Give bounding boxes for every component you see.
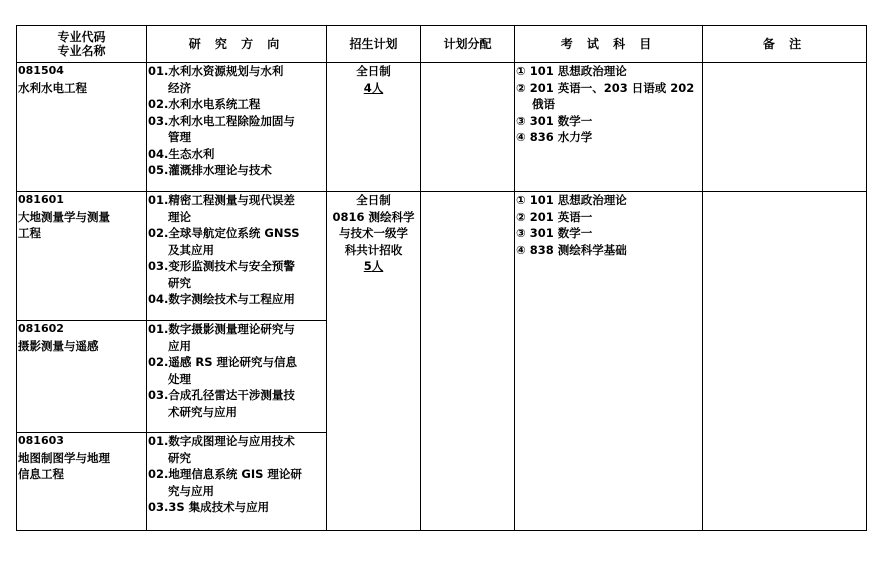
plan-mode: 全日制 <box>356 193 391 207</box>
direction-item: 03.合成孔径雷达干涉测量技 <box>148 388 295 402</box>
major-name: 地图制图学与地理 <box>18 450 110 465</box>
note-cell <box>703 63 867 192</box>
exam-item: ② 201 英语一 <box>516 209 593 224</box>
direction-item: 01.水利水资源规划与水利 <box>148 64 284 78</box>
table-row <box>17 63 867 192</box>
plan-cell <box>327 63 421 192</box>
note-cell <box>703 192 867 531</box>
admissions-table <box>16 25 867 531</box>
plan-count-line: 4人 <box>363 80 384 95</box>
exam-cell <box>515 63 703 192</box>
exam-cell <box>515 192 703 531</box>
header-major: 专业代码 专业名称 <box>17 26 147 63</box>
plan-count: 5 <box>363 259 372 273</box>
major-name: 大地测量学与测量 <box>18 209 110 224</box>
header-plan: 招生计划 <box>327 26 421 63</box>
major-cell <box>17 192 147 321</box>
direction-item: 02.全球导航定位系统 GNSS <box>148 226 300 240</box>
exam-item: ③ 301 数学一 <box>516 113 593 128</box>
direction-item: 02.地理信息系统 GIS 理论研 <box>148 467 302 481</box>
direction-cell: 01.数字摄影测量理论研究与 应用 02.遥感 RS 理论研究与信息 处理 03.合成孔径雷达干涉测量技 术研究与应用 <box>147 321 327 433</box>
direction-item: 05.灌溉排水理论与技术 <box>148 163 272 177</box>
exam-item: ① 101 思想政治理论 <box>516 64 627 78</box>
exam-item: 俄语 <box>532 97 555 111</box>
exam-item: ④ 836 水力学 <box>516 130 593 144</box>
major-name: 工程 <box>18 226 41 240</box>
major-name: 摄影测量与遥感 <box>18 338 99 353</box>
direction-item: 02.水利水电系统工程 <box>148 97 261 111</box>
direction-cell: 01.水利水资源规划与水利 经济 02.水利水电系统工程 03.水利水电工程除险加固与 管理 04.生态水利 05.灌溉排水理论与技术 <box>147 63 327 192</box>
direction-item: 01.数字摄影测量理论研究与 <box>148 322 295 336</box>
direction-item: 04.生态水利 <box>148 146 215 161</box>
major-name: 水利水电工程 <box>18 80 87 95</box>
direction-item: 01.数字成图理论与应用技术 <box>148 434 295 448</box>
major-cell <box>17 433 147 531</box>
major-code: 081603 <box>18 434 64 447</box>
major-code: 081602 <box>18 322 64 335</box>
direction-item: 03.3S 集成技术与应用 <box>148 500 270 514</box>
exam-item: ② 201 英语一、203 日语或 202 <box>516 80 695 95</box>
table-header-row <box>17 26 867 63</box>
direction-cell: 01.数字成图理论与应用技术 研究 02.地理信息系统 GIS 理论研 究与应用 03.3S 集成技术与应用 <box>147 433 327 531</box>
direction-item: 04.数字测绘技术与工程应用 <box>148 292 295 306</box>
major-name: 信息工程 <box>18 467 64 481</box>
direction-item: 02.遥感 RS 理论研究与信息 <box>148 355 298 369</box>
allocation-cell <box>421 192 515 531</box>
direction-item: 03.变形监测技术与安全预警 <box>148 259 295 273</box>
header-allocation: 计划分配 <box>421 26 515 63</box>
header-direction: 研 究 方 向 <box>147 26 327 63</box>
shared-plan-cell: 全日制 0816 测绘科学 与技术一级学 科共计招收 5人 <box>327 192 421 531</box>
table-row <box>17 192 867 321</box>
exam-item: ③ 301 数学一 <box>516 226 593 240</box>
direction-item: 01.精密工程测量与现代误差 <box>148 193 295 207</box>
major-code: 081504 <box>18 64 64 77</box>
allocation-cell <box>421 63 515 192</box>
major-cell <box>17 63 147 192</box>
exam-item: ④ 838 测绘科学基础 <box>516 242 627 257</box>
header-exam: 考 试 科 目 <box>515 26 703 63</box>
exam-item: ① 101 思想政治理论 <box>516 193 627 207</box>
major-cell <box>17 321 147 433</box>
header-note: 备 注 <box>703 26 867 63</box>
plan-mode: 全日制 <box>356 64 391 78</box>
plan-count-line: 5人 <box>363 259 384 273</box>
major-code: 081601 <box>18 193 64 206</box>
direction-item: 03.水利水电工程除险加固与 <box>148 113 295 128</box>
direction-cell: 01.精密工程测量与现代误差 理论 02.全球导航定位系统 GNSS 及其应用 03.变形监测技术与安全预警 研究 04.数字测绘技术与工程应用 <box>147 192 327 321</box>
plan-count: 4 <box>363 80 372 95</box>
